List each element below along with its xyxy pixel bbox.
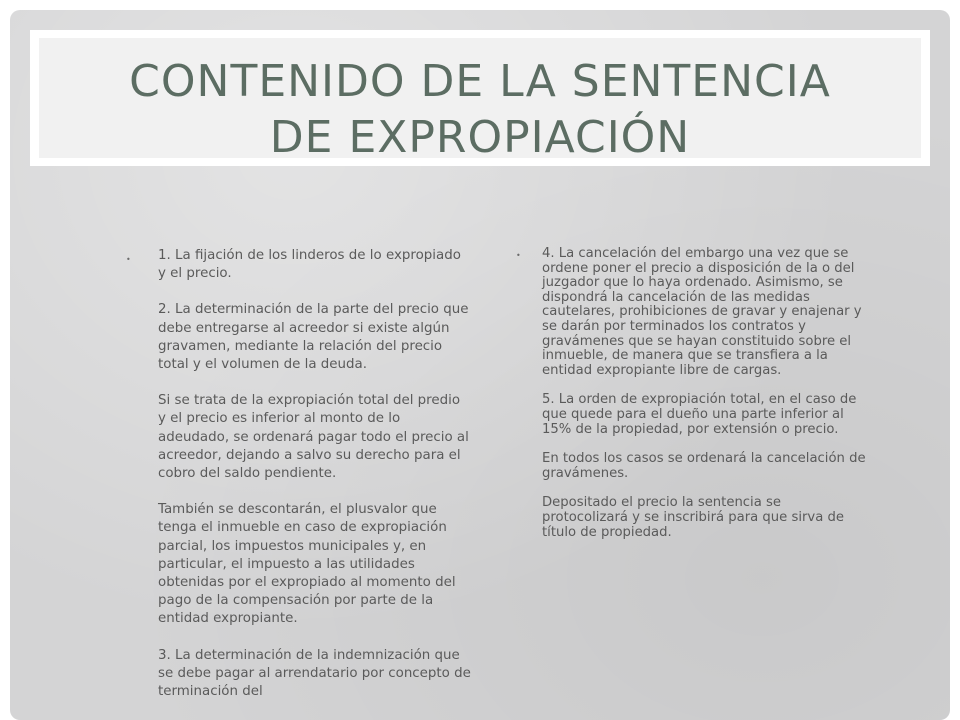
left-paragraph-5: 3. La determinación de la indemnización que se debe pagar al arrendatario por concepto de terminación del [158,647,471,700]
title-inner-panel [39,38,921,163]
right-column [516,247,866,555]
left-paragraph-4: También se descontarán, el plusvalor que tenga el inmueble en caso de expropiación parcial, los impuestos municipales y, en particular, el impuesto a las utilidades obtenidas por el expropiado al momento del pago de la compensación por parte de la entidad expropiante. [158,502,456,627]
left-paragraph-2: 2. La determinación de la parte del precio que debe entregarse al acreedor si existe algún gravamen, mediante la relación del precio total y el volumen de la deuda. [158,302,469,373]
bullet-icon: • [126,255,131,264]
title-line-2: DE EXPROPIACIÓN [269,112,691,163]
right-paragraph-3: En todos los casos se ordenará la cancelación de gravámenes. [542,451,866,481]
left-paragraph-1: 1. La fijación de los linderos de lo expropiado y el precio. [158,248,461,282]
right-paragraph-1: 4. La cancelación del embargo una vez que se ordene poner el precio a disposición de la o del juzgador que lo haya ordenado. Asimismo, se dispondrá la cancelación de las medidas cautelares, prohibiciones de gravar y enajenar y se darán por terminados los contratos y gravámenes que se hayan constituido sobre el inmueble, de manera que se transfiera a la entidad expropiante libre de cargas. [542,246,862,378]
slide-title [39,54,921,166]
right-bullet-item [516,247,866,555]
right-column-text [542,247,866,555]
title-line-1: CONTENIDO DE LA SENTENCIA [129,56,831,107]
title-box [30,30,930,166]
right-paragraph-4: Depositado el precio la sentencia se protocolizará y se inscribirá para que sirva de título de propiedad. [542,495,844,540]
left-bullet-item [126,247,471,719]
left-paragraph-3: Si se trata de la expropiación total del predio y el precio es inferior al monto de lo adeudado, se ordenará pagar todo el precio al acreedor, dejando a salvo su derecho para el cobro del saldo pendiente. [158,393,469,482]
bullet-icon: • [516,251,521,260]
slide [10,10,950,720]
left-column [126,247,471,719]
left-column-text [158,247,471,719]
right-paragraph-2: 5. La orden de expropiación total, en el caso de que quede para el dueño una parte inferior al 15% de la propiedad, por extensión o precio. [542,392,857,437]
